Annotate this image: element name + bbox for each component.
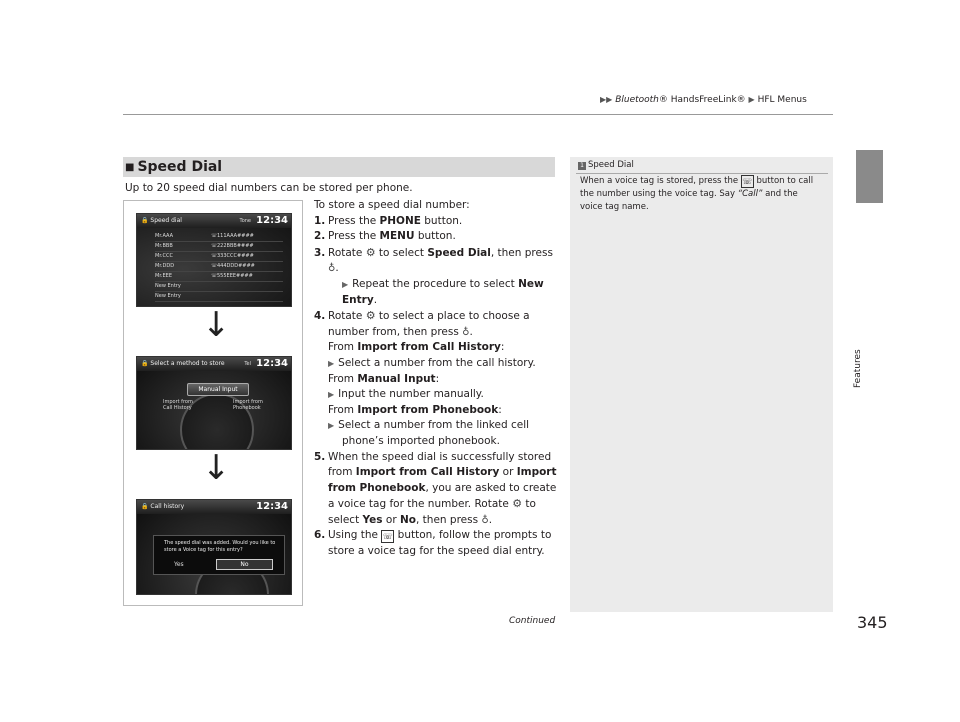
step-text: button. — [414, 230, 456, 243]
entry-name: Mr.DDD — [155, 263, 175, 269]
lock-icon: 🔒 — [141, 360, 149, 367]
step-text: From — [328, 372, 358, 385]
screen-title: Select a method to store — [150, 360, 225, 367]
step-3 — [314, 245, 559, 277]
step-bold: MENU — [379, 230, 415, 243]
screen-clock: 12:34 — [256, 501, 288, 512]
entry-name: New Entry — [155, 293, 181, 299]
dialog-message: The speed dial was added. Would you like to store a Voice tag for this entry? — [164, 540, 276, 553]
step-text: Using the — [328, 529, 382, 542]
press-dial-icon: ♁ — [462, 326, 470, 338]
step-text: Press the — [328, 214, 380, 227]
steps-lead: To store a speed dial number: — [314, 199, 470, 211]
screens-figure — [123, 200, 303, 606]
step-text: button, follow the prompts to store a voice tag for the speed dial entry. — [328, 529, 552, 558]
entry-number: 222BBB#### — [217, 243, 254, 249]
talk-button-icon: ☏ — [742, 177, 753, 186]
step-text: . — [488, 513, 493, 526]
step-text: to select a place to choose a number from, then press — [328, 310, 530, 338]
step-text: or — [382, 513, 400, 526]
step-number: 3. — [314, 246, 326, 259]
step-5 — [314, 450, 559, 529]
list-item — [155, 282, 283, 292]
step-number: 5. — [314, 450, 326, 463]
step-bold: Yes — [362, 513, 383, 526]
step-text: , you are asked to create a voice tag for the number. Rotate — [328, 481, 557, 511]
step-text: When the speed dial is successfully stored from — [328, 450, 552, 479]
chapter-tab — [856, 150, 883, 203]
entry-number: 333CCC#### — [217, 253, 254, 259]
step-text: to select — [375, 246, 428, 259]
interface-dial-icon: ⚙ — [365, 245, 376, 259]
entry-name: Mr.EEE — [155, 273, 172, 279]
speed-dial-screen — [136, 213, 292, 307]
list-item — [155, 292, 283, 302]
screen-title: Call history — [150, 503, 185, 510]
entry-name: Mr.CCC — [155, 253, 173, 259]
step-text: Select a number from the call history. — [338, 356, 536, 369]
step-bold: No — [399, 513, 416, 526]
screen-title-bar — [137, 357, 291, 371]
side-note-text — [580, 175, 820, 214]
square-bullet-icon: ■ — [125, 162, 135, 173]
phone-icon: ☏ — [211, 263, 218, 269]
procedure-steps — [314, 198, 559, 560]
step-text: : — [435, 372, 440, 385]
entry-number: 111AAA#### — [217, 233, 254, 239]
step-bold: PHONE — [379, 214, 421, 227]
from-call-history-sub — [314, 356, 559, 372]
step-bold: Speed Dial — [427, 246, 491, 259]
step-1 — [314, 214, 559, 230]
side-note-heading — [578, 160, 634, 170]
list-item — [155, 272, 283, 282]
no-option: No — [216, 559, 273, 570]
interface-dial-icon: ⚙ — [365, 309, 376, 323]
step-text: button. — [420, 214, 463, 227]
step-text: . — [335, 262, 339, 275]
arrow-down-icon: ↓ — [202, 305, 231, 345]
entry-name: New Entry — [155, 283, 181, 289]
entry-name: Mr.AAA — [155, 233, 174, 239]
section-heading — [123, 157, 555, 177]
breadcrumb-bluetooth: Bluetooth — [615, 95, 659, 105]
breadcrumb — [600, 95, 807, 105]
screen-clock: 12:34 — [256, 215, 288, 226]
step-text: , then press — [416, 513, 482, 526]
lock-icon: 🔒 — [141, 503, 149, 510]
lock-icon: 🔒 — [141, 217, 149, 224]
note-italic: “Call” — [737, 189, 763, 199]
step-4 — [314, 308, 559, 340]
step-text: Input the number manually. — [338, 388, 484, 401]
sub-arrow-icon: ▶ — [328, 358, 335, 368]
step-text: or — [499, 466, 517, 479]
step-text: From — [328, 403, 358, 416]
note-text: and the voice tag name. — [580, 189, 798, 212]
side-note-divider — [576, 173, 828, 174]
import-call-history-option: Import from Call History — [163, 399, 193, 411]
step-bold: New Entry — [342, 277, 544, 306]
step-text: Rotate — [328, 310, 366, 323]
call-history-screen — [136, 499, 292, 595]
bluetooth-status: Tone — [239, 218, 251, 224]
step-bold: Import from Call History — [357, 341, 501, 354]
press-dial-icon: ♁ — [328, 263, 336, 275]
screen-title: Speed dial — [150, 217, 182, 224]
from-call-history — [314, 340, 559, 356]
note-text: button to call the number using the voice tag. Say — [580, 176, 814, 199]
step-bold: Import from Phonebook — [357, 403, 499, 416]
select-method-screen — [136, 356, 292, 450]
sub-arrow-icon: ▶ — [342, 279, 349, 289]
chapter-label: Features — [853, 349, 863, 388]
entry-name: Mr.BBB — [155, 243, 173, 249]
note-number-icon: 1 — [578, 162, 586, 170]
screen-title-bar — [137, 214, 291, 228]
arrow-down-icon: ↓ — [202, 448, 231, 488]
step-text: Repeat the procedure to select — [352, 277, 519, 290]
bluetooth-status: Tel — [244, 361, 251, 367]
phone-icon: ☏ — [211, 243, 218, 249]
step-6 — [314, 528, 559, 559]
from-phonebook — [314, 403, 559, 419]
list-item — [155, 262, 283, 272]
step-text: : — [498, 403, 502, 416]
side-note-title: Speed Dial — [588, 160, 634, 170]
talk-button-icon: ☏ — [382, 532, 393, 542]
from-manual-input — [314, 372, 559, 388]
step-3-sub — [314, 277, 559, 308]
step-2 — [314, 229, 559, 245]
side-note — [570, 157, 833, 612]
breadcrumb-hfl: ® HandsFreeLink® — [658, 95, 746, 105]
entry-number: 444DDD#### — [217, 263, 255, 269]
step-number: 2. — [314, 230, 326, 243]
sub-arrow-icon: ▶ — [328, 421, 335, 431]
step-number: 4. — [314, 310, 326, 323]
step-bold: Import from Phonebook — [328, 466, 557, 494]
note-text: When a voice tag is stored, press the — [580, 176, 741, 186]
step-text: . — [469, 325, 473, 338]
from-manual-input-sub — [314, 387, 559, 403]
step-text: Press the — [328, 230, 380, 243]
step-number: 6. — [314, 529, 326, 542]
page-number: 345 — [857, 613, 888, 632]
breadcrumb-hfl-menus: HFL Menus — [757, 95, 807, 105]
breadcrumb-arrow-icon: ▶ — [748, 95, 755, 104]
step-text: to select — [328, 498, 536, 526]
entry-number: 555EEE#### — [217, 273, 253, 279]
step-text: Rotate — [328, 246, 366, 259]
sub-arrow-icon: ▶ — [328, 390, 335, 400]
press-dial-icon: ♁ — [481, 514, 489, 526]
section-title: Speed Dial — [137, 159, 223, 175]
step-text: From — [328, 341, 358, 354]
header-rule — [123, 114, 833, 115]
step-bold: Import from Call History — [355, 466, 500, 479]
list-item — [155, 232, 283, 242]
step-text: : — [500, 341, 505, 354]
phone-icon: ☏ — [211, 273, 218, 279]
phone-icon: ☏ — [211, 253, 218, 259]
screen-title-bar — [137, 500, 291, 514]
intro-text: Up to 20 speed dial numbers can be stored per phone. — [125, 182, 413, 194]
interface-dial-icon: ⚙ — [512, 497, 523, 511]
step-bold: Manual Input — [357, 372, 436, 385]
voice-tag-dialog — [153, 535, 285, 575]
breadcrumb-arrow-icon: ▶▶ — [600, 95, 613, 104]
yes-option: Yes — [174, 561, 184, 568]
step-text: . — [373, 293, 378, 306]
list-item — [155, 242, 283, 252]
list-item — [155, 252, 283, 262]
manual-input-option: Manual Input — [187, 383, 249, 396]
phone-icon: ☏ — [211, 233, 218, 239]
step-number: 1. — [314, 214, 326, 227]
from-phonebook-sub — [314, 418, 559, 449]
step-text: Select a number from the linked cell phone’s imported phonebook. — [338, 419, 530, 447]
screen-clock: 12:34 — [256, 358, 288, 369]
step-text: , then press — [490, 246, 553, 259]
continued-label: Continued — [509, 616, 556, 626]
import-phonebook-option: Import from Phonebook — [233, 399, 263, 411]
